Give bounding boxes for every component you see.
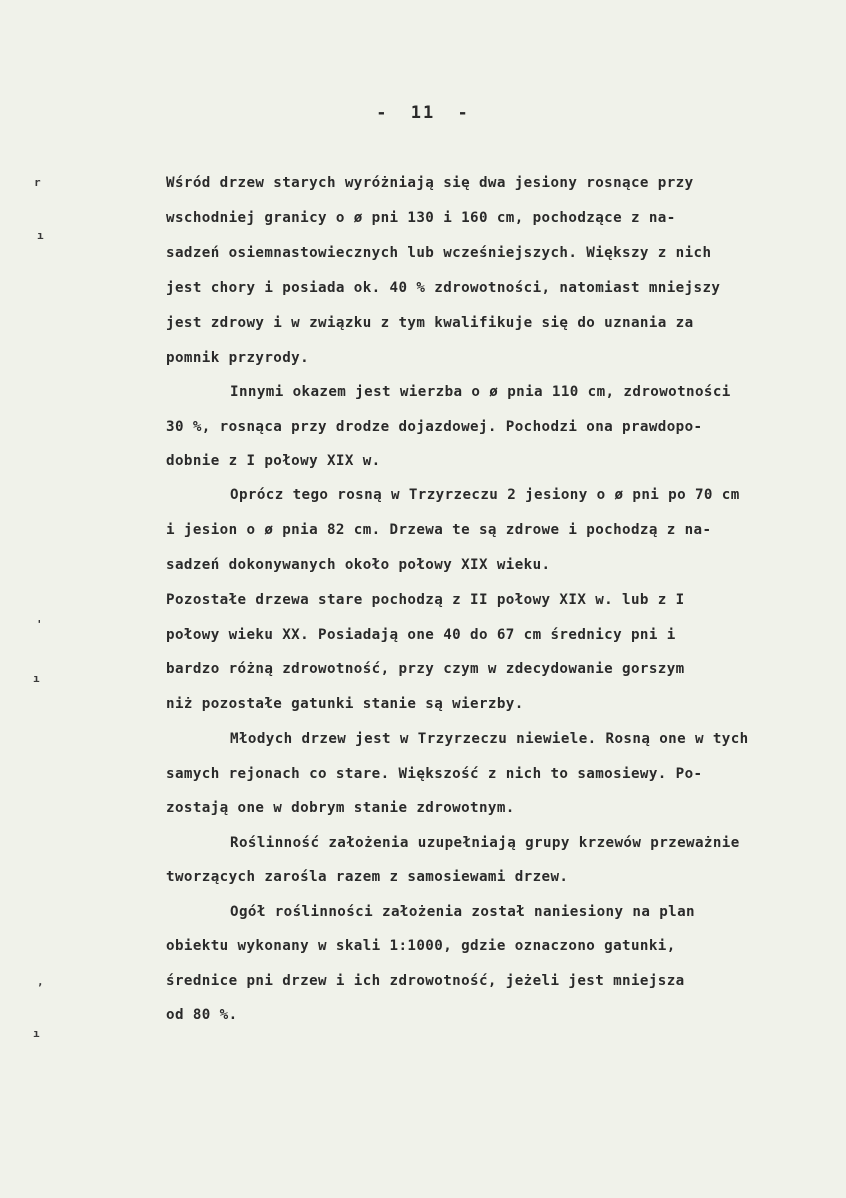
text-line: połowy wieku XX. Posiadają one 40 do 67 cm średnicy pni i bbox=[166, 627, 676, 643]
page-number: - 11 - bbox=[376, 103, 470, 123]
text-line: Ogół roślinności założenia został naniesiony na plan bbox=[230, 904, 695, 920]
margin-mark: r bbox=[34, 176, 41, 189]
text-line: obiektu wykonany w skali 1:1000, gdzie oznaczono gatunki, bbox=[166, 938, 676, 954]
text-line: Roślinność założenia uzupełniają grupy krzewów przeważnie bbox=[230, 835, 740, 851]
text-line: tworzących zarośla razem z samosiewami drzew. bbox=[166, 869, 569, 885]
text-line: Oprócz tego rosną w Trzyrzeczu 2 jesiony o ø pni po 70 cm bbox=[230, 487, 740, 503]
text-line: Wśród drzew starych wyróżniają się dwa jesiony rosnące przy bbox=[166, 175, 694, 191]
text-line: dobnie z I połowy XIX w. bbox=[166, 453, 381, 469]
text-line: wschodniej granicy o ø pni 130 i 160 cm, pochodzące z na- bbox=[166, 210, 676, 226]
text-line: samych rejonach co stare. Większość z nich to samosiewy. Po- bbox=[166, 766, 703, 782]
text-line: bardzo różną zdrowotność, przy czym w zdecydowanie gorszym bbox=[166, 661, 685, 677]
text-line: zostają one w dobrym stanie zdrowotnym. bbox=[166, 800, 515, 816]
margin-mark: ı bbox=[33, 672, 40, 685]
text-line: jest zdrowy i w związku z tym kwalifikuje się do uznania za bbox=[166, 315, 694, 331]
text-line: pomnik przyrody. bbox=[166, 350, 310, 366]
text-line: sadzeń osiemnastowiecznych lub wcześniejszych. Większy z nich bbox=[166, 245, 712, 261]
text-line: sadzeń dokonywanych około połowy XIX wieku. bbox=[166, 557, 551, 573]
text-line: jest chory i posiada ok. 40 % zdrowotności, natomiast mniejszy bbox=[166, 280, 721, 296]
margin-mark: , bbox=[37, 975, 44, 988]
text-line: 30 %, rosnąca przy drodze dojazdowej. Pochodzi ona prawdopo- bbox=[166, 419, 703, 435]
text-line: od 80 %. bbox=[166, 1007, 238, 1023]
text-line: Pozostałe drzewa stare pochodzą z II połowy XIX w. lub z I bbox=[166, 592, 685, 608]
margin-mark: ' bbox=[36, 618, 43, 631]
margin-mark: ı bbox=[37, 229, 44, 242]
text-line: Młodych drzew jest w Trzyrzeczu niewiele. Rosną one w tych bbox=[230, 731, 749, 747]
text-line: Innymi okazem jest wierzba o ø pnia 110 cm, zdrowotności bbox=[230, 384, 731, 400]
margin-mark: ı bbox=[33, 1027, 40, 1040]
text-line: niż pozostałe gatunki stanie są wierzby. bbox=[166, 696, 524, 712]
text-line: średnice pni drzew i ich zdrowotność, jeżeli jest mniejsza bbox=[166, 973, 685, 989]
text-line: i jesion o ø pnia 82 cm. Drzewa te są zdrowe i pochodzą z na- bbox=[166, 522, 712, 538]
